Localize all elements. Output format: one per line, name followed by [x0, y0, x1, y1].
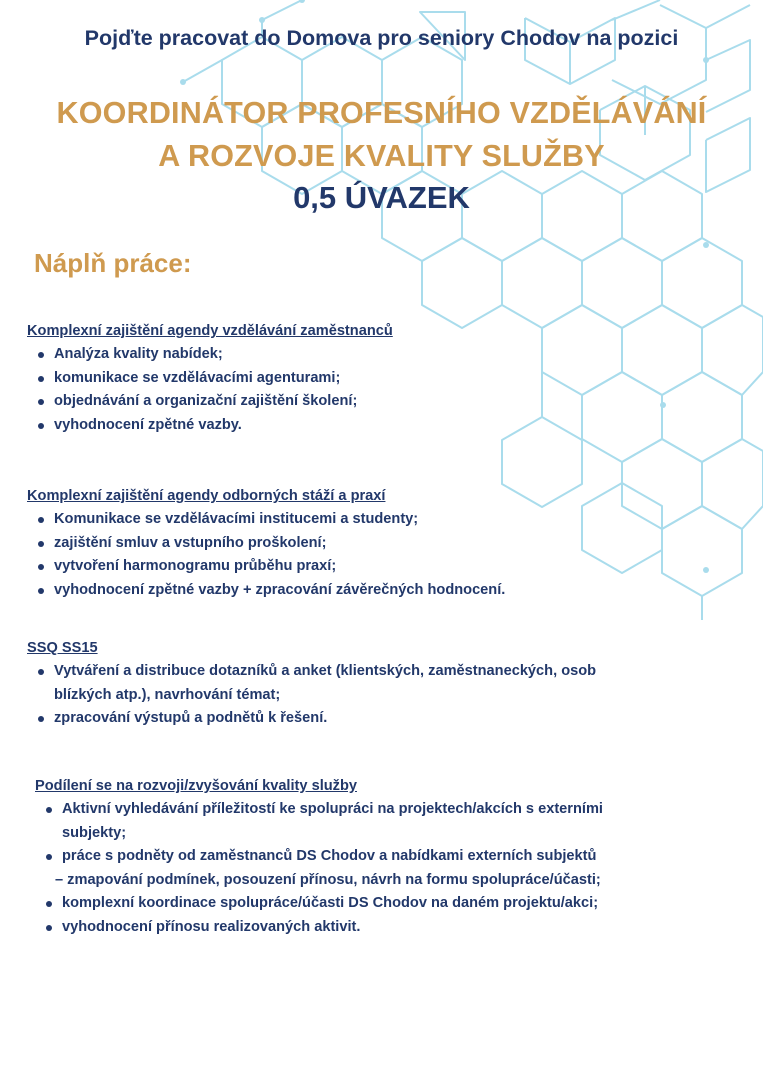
- intro-line: Pojďte pracovat do Domova pro seniory Chodov na pozici: [84, 26, 679, 50]
- list-item-continuation: blízkých atp.), navrhování témat;: [54, 686, 281, 703]
- section-education: [27, 319, 393, 437]
- job-title-line-2: A ROZVOJE KVALITY SLUŽBY: [158, 139, 605, 173]
- list-item: Analýza kvality nabídek;: [27, 343, 393, 367]
- duties-heading: Náplň práce:: [34, 248, 192, 278]
- list-item: komunikace se vzdělávacími agenturami;: [27, 367, 393, 391]
- section-heading: Komplexní zajištění agendy vzdělávání zaměstnanců: [27, 323, 393, 339]
- list-item: vyhodnocení zpětné vazby + zpracování závěrečných hodnocení.: [27, 579, 505, 603]
- list-item: práce s podněty od zaměstnanců DS Chodov a nabídkami externích subjektů: [35, 845, 603, 869]
- list-item-continuation: – zmapování podmínek, posouzení přínosu, návrh na formu spolupráce/účasti;: [55, 871, 601, 888]
- section-ssq: [27, 636, 596, 731]
- list-item: Komunikace se vzdělávacími institucemi a studenty;: [27, 508, 505, 532]
- workload: 0,5 ÚVAZEK: [293, 180, 470, 215]
- section-internships: [27, 484, 505, 602]
- bullet-list: [27, 343, 393, 437]
- list-item: objednávání a organizační zajištění školení;: [27, 390, 393, 414]
- list-item: Vytváření a distribuce dotazníků a anket (klientských, zaměstnaneckých, osob: [27, 660, 596, 684]
- section-heading: Komplexní zajištění agendy odborných stáží a praxí: [27, 488, 386, 504]
- section-heading: SSQ SS15: [27, 640, 98, 656]
- list-item: vytvoření harmonogramu průběhu praxí;: [27, 555, 505, 579]
- job-title: [0, 92, 763, 178]
- section-heading: Podílení se na rozvoji/zvyšování kvality služby: [35, 778, 357, 794]
- list-item: vyhodnocení zpětné vazby.: [27, 414, 393, 438]
- list-item-continuation: subjekty;: [62, 824, 127, 841]
- bullet-list: [35, 798, 603, 940]
- list-item: zajištění smluv a vstupního proškolení;: [27, 532, 505, 556]
- bullet-list: [27, 508, 505, 602]
- list-item: vyhodnocení přínosu realizovaných aktivit.: [35, 916, 603, 940]
- bullet-list: [27, 660, 596, 731]
- list-item: Aktivní vyhledávání příležitostí ke spolupráci na projektech/akcích s externími: [35, 798, 603, 822]
- list-item: zpracování výstupů a podnětů k řešení.: [27, 707, 596, 731]
- section-quality: [35, 774, 603, 940]
- list-item: komplexní koordinace spolupráce/účasti DS Chodov na daném projektu/akci;: [35, 892, 603, 916]
- job-title-line-1: KOORDINÁTOR PROFESNÍHO VZDĚLÁVÁNÍ: [56, 96, 707, 130]
